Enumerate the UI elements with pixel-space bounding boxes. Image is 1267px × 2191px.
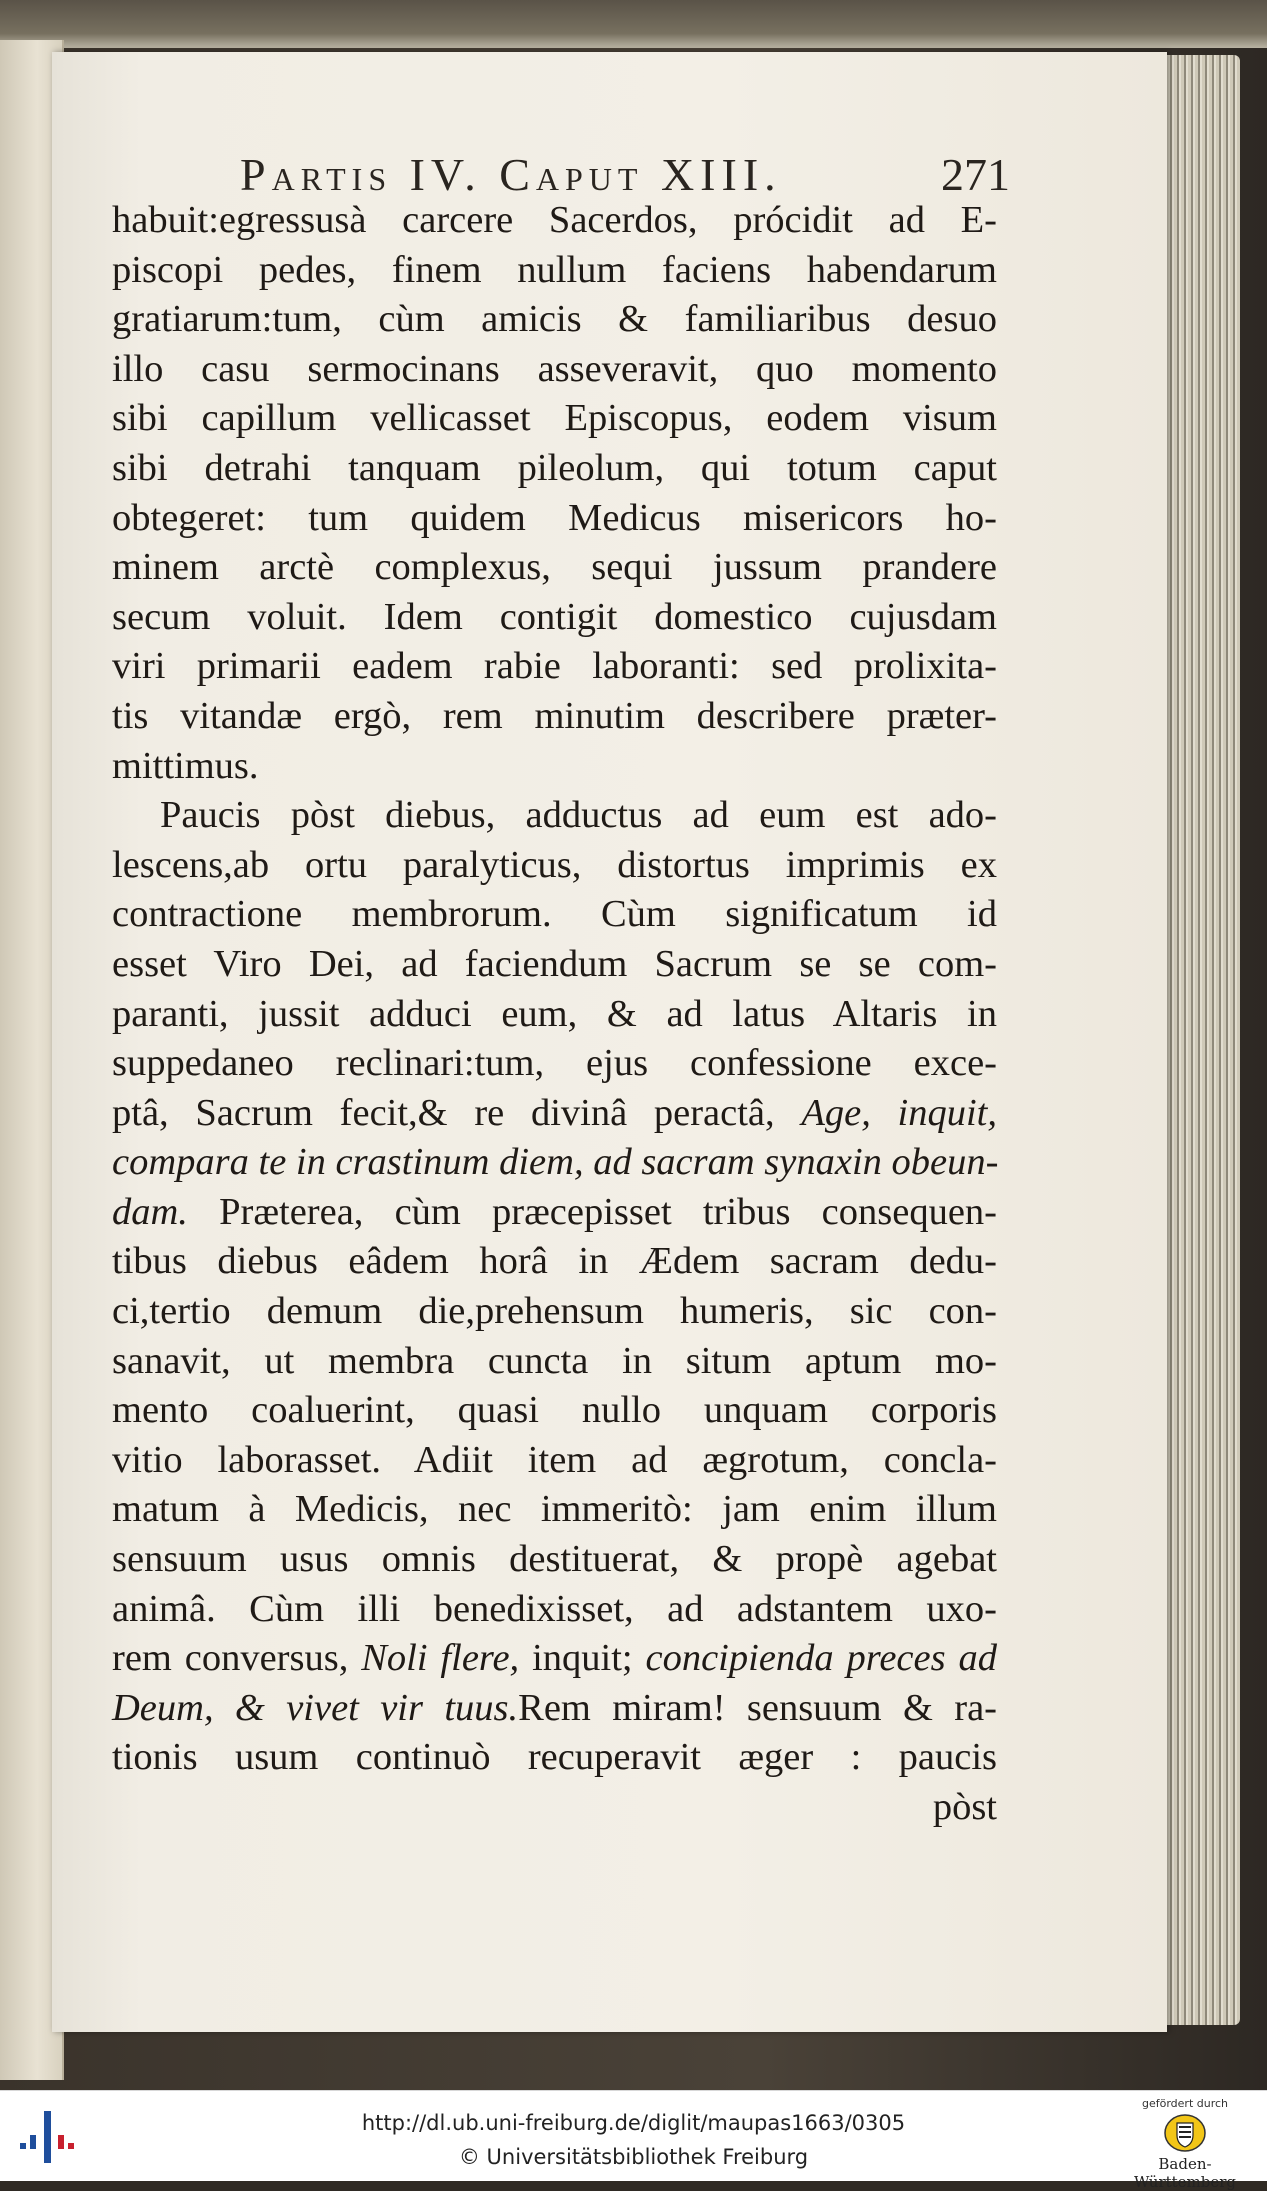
text-line: lescens,ab ortu paralyticus, distortus imprimis ex: [112, 843, 997, 886]
text-line: sibi capillum vellicasset Episcopus, eodem visum: [112, 397, 997, 440]
text-line: secum voluit. Idem contigit domestico cujusdam: [112, 595, 997, 638]
running-head-title: Partis IV. Caput XIII.: [240, 149, 782, 200]
text-line: suppedaneo reclinari:tum, ejus confessione exce-: [112, 1042, 997, 1085]
text-line: contractione membrorum. Cùm significatum id: [112, 893, 997, 936]
italic-run: Noli flere,: [361, 1637, 520, 1680]
text-run: Præterea, cùm præcepisset tribus consequen-: [187, 1190, 997, 1233]
text-line: tibus diebus eâdem horâ in Ædem sacram dedu-: [112, 1240, 997, 1283]
viewer-footer: [0, 2090, 1267, 2191]
text-line: [112, 1684, 997, 1734]
italic-run: concipienda preces ad: [645, 1637, 997, 1680]
text-line: tis vitandæ ergò, rem minutim describere præter-: [112, 694, 997, 737]
text-line: compara te in crastinum diem, ad sacram synaxin obeun-: [112, 1141, 999, 1184]
sponsor-name: Baden-Württemberg: [1133, 2155, 1237, 2191]
text-line: sanavit, ut membra cuncta in situm aptum mo-: [112, 1339, 997, 1382]
text-run: rem conversus,: [112, 1637, 362, 1680]
text-line: animâ. Cùm illi benedixisset, ad adstantem uxo-: [112, 1587, 997, 1630]
text-line: habuit:egressusà carcere Sacerdos, prócidit ad E-: [112, 199, 997, 241]
text-line: esset Viro Dei, ad faciendum Sacrum se se com-: [112, 942, 997, 985]
page-edges: [1160, 55, 1240, 2025]
text-line: mento coaluerint, quasi nullo unquam corporis: [112, 1389, 997, 1432]
permalink-url[interactable]: http://dl.ub.uni-freiburg.de/diglit/maupas1663/0305: [361, 2111, 906, 2135]
text-line: viri primarii eadem rabie laboranti: sed prolixita-: [112, 645, 997, 688]
text-line: [112, 1188, 997, 1238]
text-line: Paucis pòst diebus, adductus ad eum est ado-: [160, 794, 997, 837]
state-coat-of-arms-icon: [1163, 2113, 1207, 2153]
text-line: gratiarum:tum, cùm amicis & familiaribus desuo: [112, 298, 997, 341]
italic-run: Age, inquit,: [801, 1091, 997, 1134]
text-line: tionis usum continuò recuperavit æger : paucis: [112, 1736, 997, 1779]
catchword: pòst: [932, 1786, 997, 1828]
text-line: sensuum usus omnis destituerat, & propè agebat: [112, 1538, 997, 1581]
text-line: matum à Medicis, nec immeritò: jam enim illum: [112, 1488, 997, 1531]
sponsor-label: gefördert durch: [1141, 2097, 1229, 2110]
book-top-edge: [0, 0, 1267, 48]
text-line: vitio laborasset. Adiit item ad ægrotum, concla-: [112, 1438, 997, 1481]
text-line: minem arctè complexus, sequi jussum prandere: [112, 546, 997, 589]
text-line: paranti, jussit adduci eum, & ad latus Altaris in: [112, 992, 997, 1035]
text-line: mittimus.: [112, 744, 259, 787]
text-run: Rem miram! sensuum & ra-: [518, 1686, 997, 1729]
text-line: ci,tertio demum die,prehensum humeris, sic con-: [112, 1290, 997, 1333]
italic-run: Deum, & vivet vir tuus.: [112, 1686, 519, 1729]
text-line: obtegeret: tum quidem Medicus misericors ho-: [112, 496, 997, 539]
sponsor-block: [1115, 2097, 1255, 2191]
body-text: [112, 196, 997, 1833]
text-line: piscopi pedes, finem nullum faciens habendarum: [112, 248, 997, 291]
text-line: sibi detrahi tanquam pileolum, qui totum caput: [112, 446, 997, 489]
italic-run: dam.: [112, 1190, 188, 1233]
text-line: [112, 1634, 997, 1684]
text-line: illo casu sermocinans asseveravit, quo momento: [112, 347, 997, 390]
text-line: [112, 1089, 997, 1139]
text-run: inquit;: [519, 1637, 646, 1680]
text-run: ptâ, Sacrum fecit,& re divinâ peractâ,: [112, 1091, 802, 1134]
page-number: 271: [941, 149, 1010, 200]
copyright-notice: © Universitätsbibliothek Freiburg: [458, 2145, 809, 2169]
